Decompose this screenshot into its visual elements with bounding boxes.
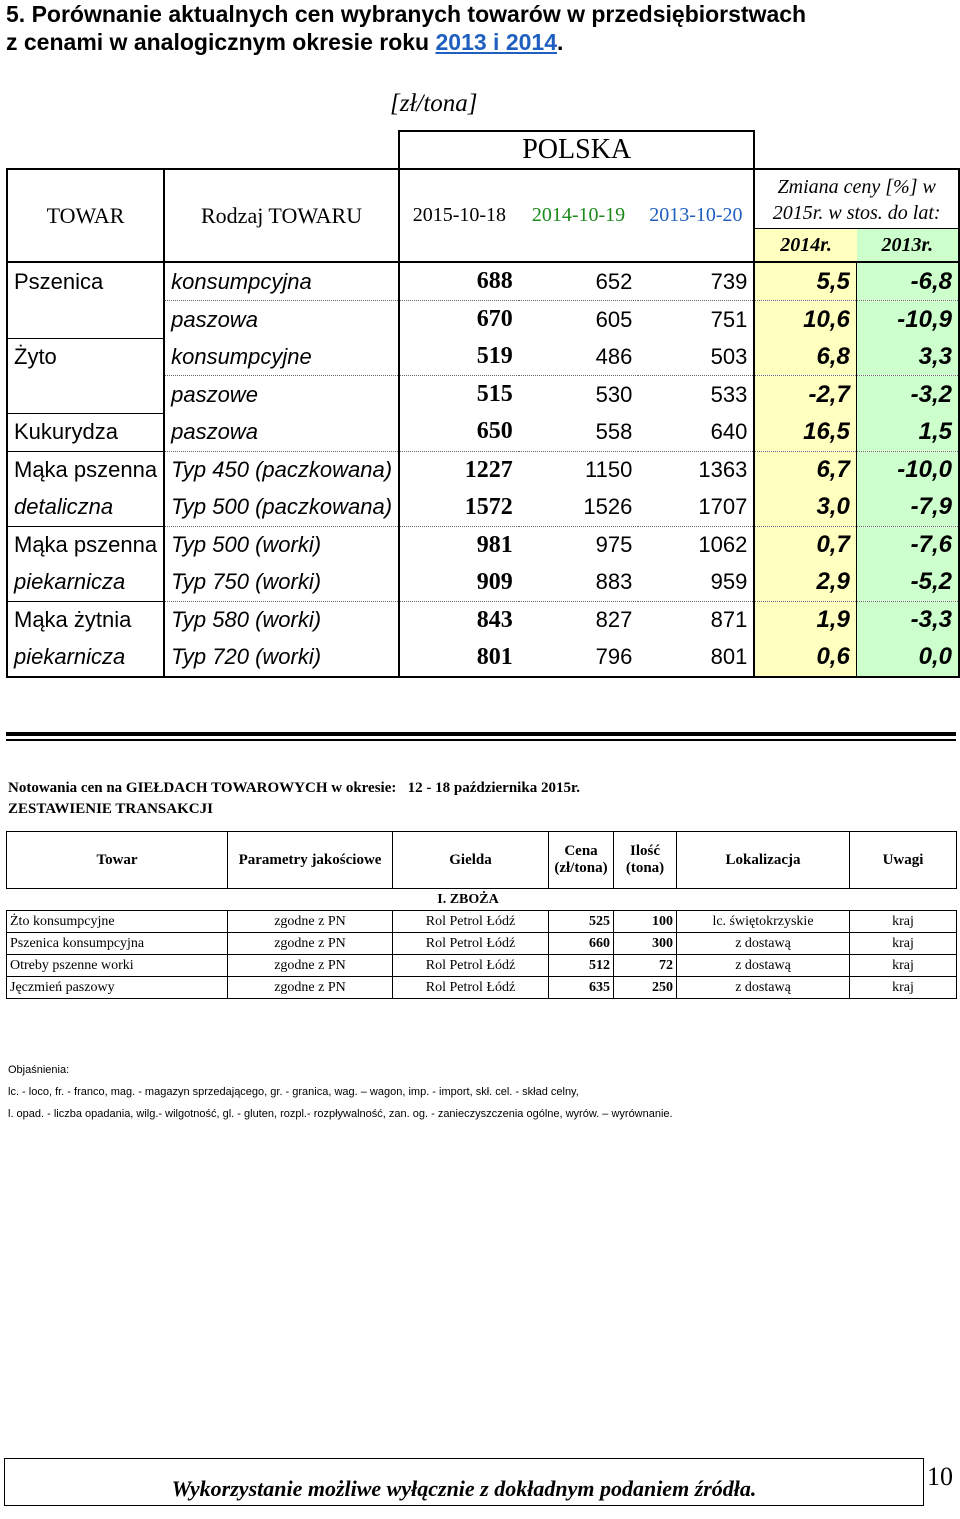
cell-c2: 0,0 [856, 639, 959, 677]
cell-v1: 1572 [399, 489, 519, 527]
th-parametry: Parametry jakościowe [228, 832, 393, 889]
tcell-ilosc: 250 [614, 977, 677, 999]
cell-v3: 503 [638, 338, 754, 376]
cell-v2: 1526 [519, 489, 639, 527]
th-towar: Towar [7, 832, 228, 889]
tcell-uwagi: kraj [850, 955, 957, 977]
header-date-2013: 2013-10-20 [638, 169, 754, 262]
tcell-gielda: Rol Petrol Łódź [393, 977, 549, 999]
divider-thick [6, 732, 956, 736]
transaction-row [7, 977, 957, 999]
cell-v3: 1707 [638, 489, 754, 527]
cell-v1: 670 [476, 306, 513, 332]
title-line-1: 5. Porównanie aktualnych cen wybranych towarów w przedsiębiorstwach [6, 1, 807, 27]
cell-c1: 6,7 [754, 451, 856, 489]
cell-v2: 652 [519, 262, 639, 301]
th-uwagi: Uwagi [850, 832, 957, 889]
cell-c2: 1,5 [856, 413, 959, 451]
title-years-link[interactable]: 2013 i 2014 [435, 29, 558, 55]
tcell-lok: z dostawą [677, 955, 850, 977]
exchange-heading [8, 780, 580, 797]
tcell-ilosc: 72 [614, 955, 677, 977]
title-line-2 [6, 28, 956, 56]
cell-towar: Kukurydza [7, 413, 164, 451]
cell-v1: 515 [476, 381, 513, 407]
transaction-row [7, 955, 957, 977]
tcell-gielda: Rol Petrol Łódź [393, 955, 549, 977]
cell-c1: -2,7 [754, 376, 856, 414]
cell-v3: 801 [638, 639, 754, 677]
tcell-cena: 660 [549, 933, 614, 955]
th-cena: Cena (zł/tona) [549, 832, 614, 889]
cell-towar: Żyto [7, 338, 164, 376]
cell-towar: detaliczna [7, 489, 164, 527]
exchange-period: 12 - 18 października 2015r. [407, 780, 580, 796]
cell-v2: 883 [519, 564, 639, 602]
cell-rodzaj: konsumpcyjne [164, 338, 399, 376]
title-line-2-a: z cenami w analogicznym okresie roku [6, 29, 436, 55]
cell-v2: 796 [519, 639, 639, 677]
price-row [7, 301, 959, 339]
cell-c1: 16,5 [754, 413, 856, 451]
region-header: POLSKA [399, 131, 754, 169]
cell-v1: 519 [399, 338, 519, 376]
header-rodzaj: Rodzaj TOWARU [164, 169, 399, 262]
price-row [7, 451, 959, 489]
th-gielda: Gielda [393, 832, 549, 889]
tcell-ilosc: 100 [614, 911, 677, 933]
header-change-label: Zmiana ceny [%] w 2015r. w stos. do lat: [772, 176, 941, 224]
transactions-heading: ZESTAWIENIE TRANSAKCJI [8, 801, 213, 817]
cell-rodzaj: Typ 500 (worki) [164, 526, 399, 564]
cell-v1: 801 [399, 639, 519, 677]
cell-rodzaj: paszowa [164, 301, 399, 339]
title-line-2-c: . [557, 29, 564, 55]
tcell-towar: Żto konsumpcyjne [7, 911, 228, 933]
cell-v2: 486 [519, 338, 639, 376]
cell-v2: 530 [595, 381, 633, 407]
cell-v1: 981 [476, 531, 513, 558]
footer-text: Wykorzystanie możliwe wyłącznie z dokładnym podaniem źródła. [171, 1476, 757, 1501]
cell-c2: -10,9 [856, 301, 959, 339]
cell-v1: 1227 [464, 456, 513, 483]
cell-towar: Pszenica [7, 262, 164, 301]
price-comparison-table [6, 130, 960, 678]
transaction-rows [7, 911, 957, 999]
tcell-towar: Pszenica konsumpcyjna [7, 933, 228, 955]
cell-v2: 975 [595, 532, 633, 557]
cell-towar: Mąka pszenna [7, 451, 164, 489]
tcell-towar: Jęczmień paszowy [7, 977, 228, 999]
tcell-param: zgodne z PN [228, 977, 393, 999]
cell-c2: -7,9 [856, 489, 959, 527]
cell-v3: 751 [638, 301, 754, 339]
footer-box [4, 1458, 924, 1506]
tcell-cena: 525 [549, 911, 614, 933]
cell-v3: 739 [638, 262, 754, 301]
header-change [754, 169, 959, 262]
header-date-2014: 2014-10-19 [519, 169, 639, 262]
cell-towar: Mąka żytnia [7, 601, 164, 639]
notes-line-2: l. opad. - liczba opadania, wilg.- wilgotność, gl. - gluten, rozpl.- rozpływalność, zan. og. - zanieczyszczenia ogólne, wyrów. – wyrównanie. [8, 1108, 673, 1120]
header-date-2015: 2015-10-18 [399, 169, 519, 262]
cell-v2: 1150 [585, 457, 633, 482]
group-row [7, 889, 957, 911]
header-year-2013: 2013r. [857, 229, 958, 261]
cell-c2: -3,3 [856, 601, 959, 639]
cell-v1: 843 [476, 606, 513, 633]
cell-v1: 688 [399, 262, 519, 301]
cell-rodzaj: Typ 580 (worki) [164, 601, 399, 639]
tcell-lok: lc. świętokrzyskie [677, 911, 850, 933]
cell-c2: -10,0 [856, 451, 959, 489]
price-row [7, 376, 959, 414]
cell-rodzaj: Typ 500 (paczkowana) [164, 489, 399, 527]
cell-c1: 0,7 [754, 526, 856, 564]
cell-c1: 5,5 [754, 262, 856, 301]
tcell-lok: z dostawą [677, 933, 850, 955]
tcell-gielda: Rol Petrol Łódź [393, 911, 549, 933]
transaction-row [7, 933, 957, 955]
price-row [7, 489, 959, 527]
cell-v3: 640 [638, 413, 754, 451]
tcell-lok: z dostawą [677, 977, 850, 999]
cell-c2: -5,2 [856, 564, 959, 602]
cell-v1: 909 [399, 564, 519, 602]
th-lokalizacja: Lokalizacja [677, 832, 850, 889]
tcell-param: zgodne z PN [228, 911, 393, 933]
cell-towar: Mąka pszenna [7, 526, 164, 564]
cell-c1: 1,9 [754, 601, 856, 639]
transaction-row [7, 911, 957, 933]
price-row [7, 564, 959, 602]
cell-rodzaj: Typ 720 (worki) [164, 639, 399, 677]
divider-thin [6, 739, 956, 741]
price-row [7, 413, 959, 451]
tcell-uwagi: kraj [850, 933, 957, 955]
page-title [6, 0, 956, 56]
cell-c1: 3,0 [754, 489, 856, 527]
cell-v2: 827 [595, 607, 633, 632]
header-row-region [7, 131, 959, 169]
price-row [7, 526, 959, 564]
cell-v3: 533 [638, 376, 754, 414]
cell-towar: piekarnicza [7, 564, 164, 602]
tcell-gielda: Rol Petrol Łódź [393, 933, 549, 955]
notes-title: Objaśnienia: [8, 1064, 70, 1076]
price-row [7, 601, 959, 639]
cell-c1: 6,8 [754, 338, 856, 376]
price-rows [7, 262, 959, 677]
cell-rodzaj: konsumpcyjna [164, 262, 399, 301]
header-towar: TOWAR [7, 169, 164, 262]
tcell-cena: 512 [549, 955, 614, 977]
cell-v3: 1062 [638, 526, 754, 564]
cell-c2: -3,2 [856, 376, 959, 414]
cell-v3: 959 [638, 564, 754, 602]
price-row [7, 639, 959, 677]
cell-v3: 1363 [638, 451, 754, 489]
cell-towar: piekarnicza [7, 639, 164, 677]
transactions-table [6, 831, 957, 999]
cell-towar [7, 301, 164, 339]
price-row [7, 338, 959, 376]
cell-rodzaj: paszowe [164, 376, 399, 414]
notes-line-1: lc. - loco, fr. - franco, mag. - magazyn sprzedającego, gr. - granica, wag. – wagon, imp. - import, skł. cel. - skład celny, [8, 1086, 579, 1098]
header-year-2014: 2014r. [755, 229, 856, 261]
cell-towar [7, 376, 164, 414]
tcell-towar: Otreby pszenne worki [7, 955, 228, 977]
cell-c1: 2,9 [754, 564, 856, 602]
transactions-header-row [7, 832, 957, 889]
group-label: I. ZBOŻA [7, 889, 957, 911]
price-row [7, 262, 959, 301]
tcell-uwagi: kraj [850, 977, 957, 999]
cell-c2: -7,6 [856, 526, 959, 564]
tcell-uwagi: kraj [850, 911, 957, 933]
unit-label: [zł/tona] [390, 90, 478, 117]
header-row-columns [7, 169, 959, 262]
tcell-param: zgodne z PN [228, 933, 393, 955]
cell-v2: 605 [595, 306, 633, 332]
header-change-years [755, 228, 958, 261]
cell-c1: 0,6 [754, 639, 856, 677]
th-ilosc: Ilość (tona) [614, 832, 677, 889]
cell-rodzaj: paszowa [164, 413, 399, 451]
tcell-cena: 635 [549, 977, 614, 999]
cell-rodzaj: Typ 750 (worki) [164, 564, 399, 602]
cell-v2: 558 [519, 413, 639, 451]
page-number: 10 [927, 1462, 953, 1491]
cell-c2: -6,8 [856, 262, 959, 301]
cell-rodzaj: Typ 450 (paczkowana) [164, 451, 399, 489]
exchange-heading-a: Notowania cen na GIEŁDACH TOWAROWYCH w okresie: [8, 780, 397, 796]
cell-v1: 650 [399, 413, 519, 451]
tcell-ilosc: 300 [614, 933, 677, 955]
cell-c2: 3,3 [856, 338, 959, 376]
tcell-param: zgodne z PN [228, 955, 393, 977]
cell-c1: 10,6 [754, 301, 856, 339]
cell-v3: 871 [638, 601, 754, 639]
